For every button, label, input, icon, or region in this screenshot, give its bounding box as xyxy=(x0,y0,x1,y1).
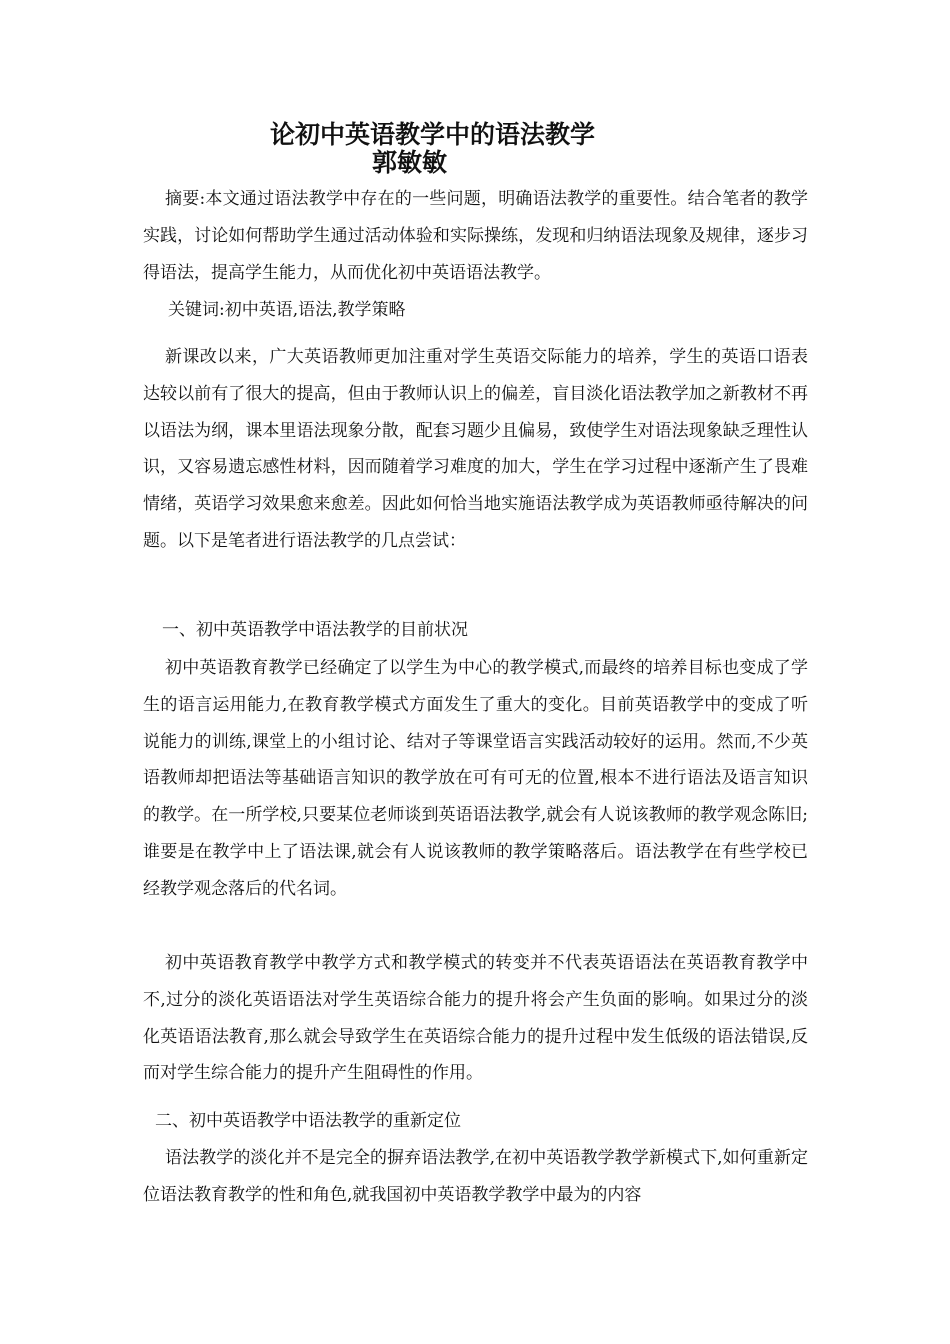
section-1-paragraph-2: 初中英语教育教学中教学方式和教学模式的转变并不代表英语语法在英语教育教学中不,过分的淡化英语语法对学生英语综合能力的提升将会产生负面的影响。如果过分的淡化英语语法教育,那么就会导致学生在英语综合能力的提升过程中发生低级的语法错误,反而对学生综合能力的提升产生阻碍性的作用。 xyxy=(143,953,808,1084)
document-title: 论初中英语教学中的语法教学 xyxy=(270,120,596,149)
section-2-heading: 二、初中英语教学中语法教学的重新定位 xyxy=(155,1111,461,1131)
abstract-paragraph: 摘要:本文通过语法教学中存在的一些问题，明确语法教学的重要性。结合笔者的教学实践，讨论如何帮助学生通过活动体验和实际操练，发现和归纳语法现象及规律，逐步习得语法，提高学生能力，从而优化初中英语语法教学。 xyxy=(143,189,808,283)
keywords-line: 关键词:初中英语,语法,教学策略 xyxy=(168,300,406,320)
section-1-heading: 一、初中英语教学中语法教学的目前状况 xyxy=(162,620,468,640)
section-1-paragraph-1: 初中英语教育教学已经确定了以学生为中心的教学模式,而最终的培养目标也变成了学生的语言运用能力,在教育教学模式方面发生了重大的变化。目前英语教学中的变成了听说能力的训练,课堂上的小组讨论、结对子等课堂语言实践活动较好的运用。然而,不少英语教师却把语法等基础语言知识的教学放在可有可无的位置,根本不进行语法及语言知识的教学。在一所学校,只要某位老师谈到英语语法教学,就会有人说该教师的教学观念陈旧;谁要是在教学中上了语法课,就会有人说该教师的教学策略落后。语法教学在有些学校已经教学观念落后的代名词。 xyxy=(143,658,808,899)
author-name: 郭敏敏 xyxy=(372,148,448,177)
section-2-paragraph-1: 语法教学的淡化并不是完全的摒弃语法教学,在初中英语教学教学新模式下,如何重新定位语法教育教学的性和角色,就我国初中英语教学教学中最为的内容 xyxy=(143,1148,808,1205)
intro-paragraph: 新课改以来，广大英语教师更加注重对学生英语交际能力的培养，学生的英语口语表达较以前有了很大的提高，但由于教师认识上的偏差，盲目淡化语法教学加之新教材不再以语法为纲，课本里语法现象分散，配套习题少且偏易，致使学生对语法现象缺乏理性认识，又容易遗忘感性材料，因而随着学习难度的加大，学生在学习过程中逐渐产生了畏难情绪，英语学习效果愈来愈差。因此如何恰当地实施语法教学成为英语教师亟待解决的问题。以下是笔者进行语法教学的几点尝试： xyxy=(143,347,808,551)
